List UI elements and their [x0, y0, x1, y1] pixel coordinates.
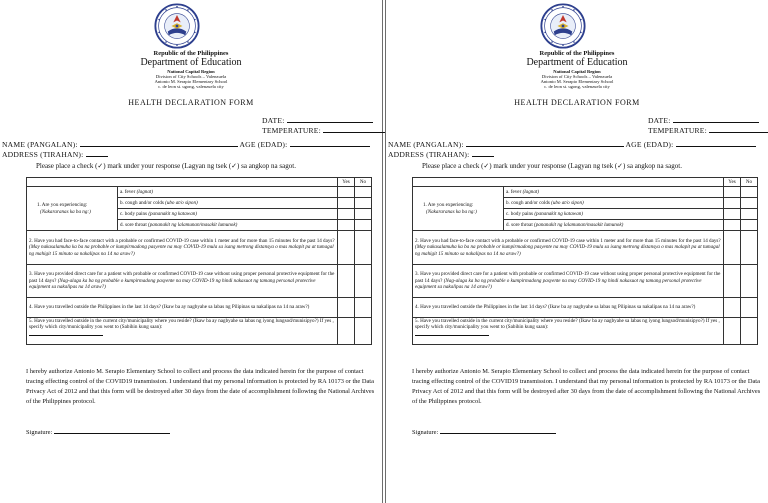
signature-label: Signature:	[26, 429, 53, 436]
q1c-yes-box[interactable]	[338, 209, 355, 220]
q2-cell: 2. Have you had face-to-face contact with a probable or confirmed COVID-19 case within 1 meter and for more than 15 minutes for the past 14 days? (May nakasalamuha ka ba na probable or kumpirmadong pasyente na may COVID-19 mula sa isang metrong distansya o mas malapit pa at tumagal ng mahigit 15 minuto sa nakalipas na 14 na araw?)	[413, 231, 724, 265]
date-label: DATE:	[648, 116, 671, 125]
date-blank[interactable]	[673, 115, 759, 123]
signature-blank[interactable]	[54, 427, 170, 434]
address-blank[interactable]	[86, 149, 108, 157]
age-blank[interactable]	[290, 139, 370, 147]
table-row	[413, 187, 758, 198]
q1a-no-box[interactable]	[355, 187, 372, 198]
q1a-no-box[interactable]	[741, 187, 758, 198]
q1c-yes-box[interactable]	[724, 209, 741, 220]
age-blank[interactable]	[676, 139, 756, 147]
q4-yes-box[interactable]	[724, 298, 741, 318]
q1d-no-box[interactable]	[355, 220, 372, 231]
yes-header: Yes	[724, 178, 741, 187]
q1-label-cell	[413, 187, 504, 231]
signature-line	[26, 427, 170, 436]
temperature-label: TEMPERATURE:	[262, 126, 321, 135]
q1d-yes-box[interactable]	[724, 220, 741, 231]
table-row	[413, 231, 758, 265]
q5-cell: 5. Have you travelled outside in the current city/municipality where you reside? (Ikaw ba ay nagbyahe sa labas ng iyong lungsod/munisipyo?) If yes , specify which city/municipality you went to (Sabihin kung saan):	[413, 318, 724, 345]
q2-no-box[interactable]	[741, 231, 758, 265]
q1b-yes-box[interactable]	[724, 198, 741, 209]
table-header-row	[27, 178, 372, 187]
q1-label: 1. Are you experiencing:	[37, 202, 88, 209]
table-row	[413, 265, 758, 298]
name-blank[interactable]	[80, 139, 238, 147]
q5-city-blank[interactable]	[415, 331, 489, 336]
form-page-right	[385, 0, 768, 503]
q1-option-d: d. sore throat (pananakit ng lalamunan/masakit lumunok)	[118, 220, 338, 231]
name-line	[388, 139, 756, 149]
q1d-yes-box[interactable]	[338, 220, 355, 231]
q1-option-c: c. body pains (pananakit ng katawan)	[504, 209, 724, 220]
check-instruction: Please place a check (✓) mark under your response (Lagyan ng tsek (✓) sa angkop na sagot.	[36, 162, 296, 170]
q1-label-tl: (Nakararanas ka ba ng:)	[426, 208, 477, 215]
temperature-blank[interactable]	[709, 125, 768, 133]
date-line	[648, 115, 759, 125]
q2-yes-box[interactable]	[338, 231, 355, 265]
age-label: AGE (EDAD):	[239, 140, 288, 149]
q2-cell: 2. Have you had face-to-face contact with a probable or confirmed COVID-19 case within 1 meter and for more than 15 minutes for the past 14 days? (May nakasalamuha ka ba na probable or kumpirmadong pasyente na may COVID-19 mula sa isang metrong distansya o mas malapit pa at tumagal ng mahigit 15 minuto sa nakalipas na 14 na araw?)	[27, 231, 338, 265]
header-department: Department of Education	[140, 57, 242, 68]
header-region: National Capital Region	[167, 69, 215, 74]
q4-cell: 4. Have you travelled outside the Philippines in the last 14 days? (Ikaw ba ay nagbyahe sa labas ng Pilipinas sa nakalipas na 14 na araw?)	[413, 298, 724, 318]
address-blank[interactable]	[472, 149, 494, 157]
form-title: HEALTH DECLARATION FORM	[128, 98, 254, 107]
table-row	[27, 298, 372, 318]
table-row	[413, 298, 758, 318]
check-instruction: Please place a check (✓) mark under your response (Lagyan ng tsek (✓) sa angkop na sagot.	[422, 162, 682, 170]
q1-option-b: b. cough and/or colds (ubo at/o sipon)	[504, 198, 724, 209]
header-department: Department of Education	[526, 57, 628, 68]
q1-option-c: c. body pains (pananakit ng katawan)	[118, 209, 338, 220]
q1a-yes-box[interactable]	[338, 187, 355, 198]
table-row	[413, 318, 758, 345]
q1b-no-box[interactable]	[355, 198, 372, 209]
table-row	[27, 265, 372, 298]
signature-blank[interactable]	[440, 427, 556, 434]
table-row	[27, 318, 372, 345]
q5-cell: 5. Have you travelled outside in the current city/municipality where you reside? (Ikaw ba ay nagbyahe sa labas ng iyong lungsod/munisipyo?) If yes , specify which city/municipality you went to (Sabihin kung saan):	[27, 318, 338, 345]
q1a-yes-box[interactable]	[724, 187, 741, 198]
temperature-label: TEMPERATURE:	[648, 126, 707, 135]
q2-no-box[interactable]	[355, 231, 372, 265]
table-header-row	[413, 178, 758, 187]
no-header: No	[741, 178, 758, 187]
q5-yes-box[interactable]	[724, 318, 741, 345]
header-republic: Republic of the Philippines	[539, 50, 615, 57]
temperature-line	[262, 125, 393, 135]
address-label: ADDRESS (TIRAHAN):	[388, 150, 470, 159]
q3-no-box[interactable]	[355, 265, 372, 298]
q1b-no-box[interactable]	[741, 198, 758, 209]
authorization-statement: I hereby authorize Antonio M. Serapio Elementary School to collect and process the data indicated herein for the purpose of contact tracing effecting control of the COVID19 transmission. I understand that my personal information is protected by RA 10173 or the Data Privacy Act of 2012 and that this form will be destroyed after 30 days from the date of accomplishment following the National Archives of the Philippines protocol.	[26, 368, 375, 405]
date-blank[interactable]	[287, 115, 373, 123]
address-line	[388, 149, 494, 159]
q1-option-d: d. sore throat (pananakit ng lalamunan/masakit lumunok)	[504, 220, 724, 231]
name-label: NAME (PANGALAN):	[388, 140, 464, 149]
table-row	[27, 187, 372, 198]
q1-label: 1. Are you experiencing:	[423, 202, 474, 209]
signature-label: Signature:	[412, 429, 439, 436]
q2-yes-box[interactable]	[724, 231, 741, 265]
q5-no-box[interactable]	[355, 318, 372, 345]
header-address: c. de leon st. ugong, valenzuela city	[158, 84, 224, 89]
header-region: National Capital Region	[553, 69, 601, 74]
q1d-no-box[interactable]	[741, 220, 758, 231]
q5-no-box[interactable]	[741, 318, 758, 345]
q4-cell: 4. Have you travelled outside the Philippines in the last 14 days? (Ikaw ba ay nagbyahe sa labas ng Pilipinas sa nakalipas na 14 na araw?)	[27, 298, 338, 318]
header-school: Antonio M. Serapio Elementary School	[540, 79, 614, 84]
form-page-left	[0, 0, 383, 503]
q3-yes-box[interactable]	[338, 265, 355, 298]
q1c-no-box[interactable]	[741, 209, 758, 220]
authorization-statement: I hereby authorize Antonio M. Serapio Elementary School to collect and process the data indicated herein for the purpose of contact tracing effecting control of the COVID19 transmission. I understand that my personal information is protected by RA 10173 or the Data Privacy Act of 2012 and that this form will be destroyed after 30 days from the date of accomplishment following the National Archives of the Philippines protocol.	[412, 368, 761, 405]
q1-option-b: b. cough and/or colds (ubo at/o sipon)	[118, 198, 338, 209]
q4-no-box[interactable]	[355, 298, 372, 318]
q3-cell: 3. Have you provided direct care for a patient with probable or confirmed COVID-19 case without using proper personal protective equipment for the past 14 days? (Nag-alaga ka ba ng probable o kumpirmadong pasyente na may COVID-19 ng hindi nakasuot ng tamang personal protective equipment sa nakalipas na 14 araw?)	[413, 265, 724, 298]
form-title: HEALTH DECLARATION FORM	[514, 98, 640, 107]
q1-label-cell	[27, 187, 118, 231]
header-address: c. de leon st. ugong, valenzuela city	[544, 84, 610, 89]
deped-seal-icon	[154, 3, 200, 49]
header-republic: Republic of the Philippines	[153, 50, 229, 57]
header-school: Antonio M. Serapio Elementary School	[154, 79, 228, 84]
health-questions-table	[412, 177, 758, 345]
q3-cell: 3. Have you provided direct care for a patient with probable or confirmed COVID-19 case without using proper personal protective equipment for the past 14 days? (Nag-alaga ka ba ng probable o kumpirmadong pasyente na may COVID-19 ng hindi nakasuot ng tamang personal protective equipment sa nakalipas na 14 araw?)	[27, 265, 338, 298]
temperature-blank[interactable]	[323, 125, 393, 133]
q1c-no-box[interactable]	[355, 209, 372, 220]
q3-no-box[interactable]	[741, 265, 758, 298]
address-label: ADDRESS (TIRAHAN):	[2, 150, 84, 159]
health-questions-table	[26, 177, 372, 345]
header-division: Division of City Schools – Valenzuela	[155, 74, 227, 79]
age-label: AGE (EDAD):	[625, 140, 674, 149]
name-label: NAME (PANGALAN):	[2, 140, 78, 149]
signature-line	[412, 427, 556, 436]
header-division: Division of City Schools – Valenzuela	[541, 74, 613, 79]
q3-yes-box[interactable]	[724, 265, 741, 298]
q1-option-a: a. fever (lagnat)	[118, 187, 338, 198]
temperature-line	[648, 125, 768, 135]
address-line	[2, 149, 108, 159]
deped-seal-icon	[540, 3, 586, 49]
date-label: DATE:	[262, 116, 285, 125]
q1-option-a: a. fever (lagnat)	[504, 187, 724, 198]
date-line	[262, 115, 373, 125]
no-header: No	[355, 178, 372, 187]
name-blank[interactable]	[466, 139, 624, 147]
q1-label-tl: (Nakararanas ka ba ng:)	[40, 208, 91, 215]
q4-yes-box[interactable]	[338, 298, 355, 318]
name-line	[2, 139, 370, 149]
q4-no-box[interactable]	[741, 298, 758, 318]
q5-city-blank[interactable]	[29, 331, 103, 336]
q5-yes-box[interactable]	[338, 318, 355, 345]
table-row	[27, 231, 372, 265]
yes-header: Yes	[338, 178, 355, 187]
q1b-yes-box[interactable]	[338, 198, 355, 209]
